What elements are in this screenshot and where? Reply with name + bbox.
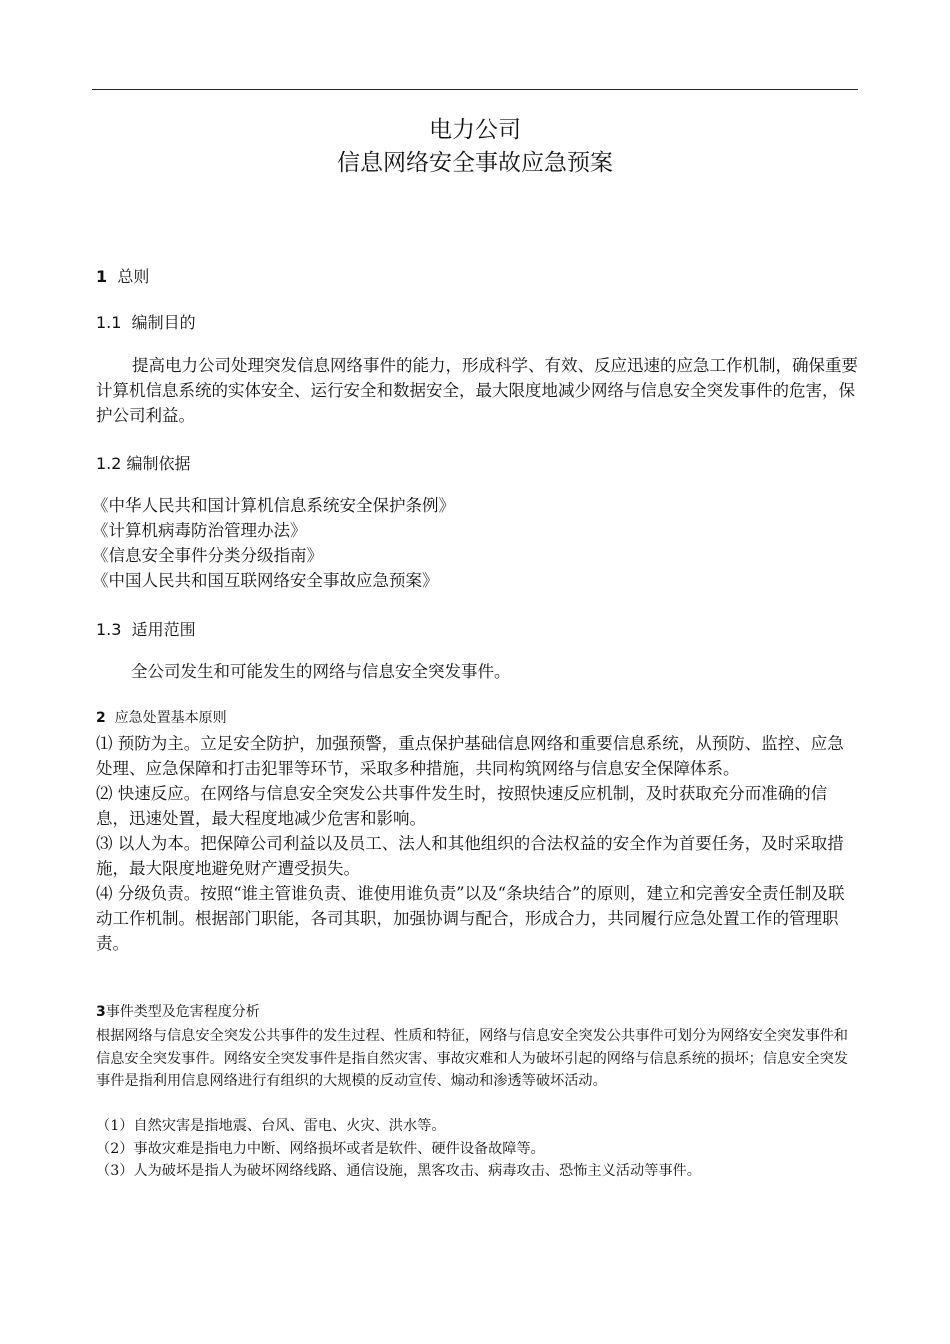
section-1-title: 总则	[117, 267, 150, 286]
event-type-item: （2）事故灾难是指电力中断、网络损坏或者是软件、硬件设备故障等。	[96, 1140, 545, 1157]
principle-item: ⑴ 预防为主。立足安全防护，加强预警，重点保护基础信息网络和重要信息系统，从预防、监控、应急处理、应急保障和打击犯罪等环节，采取多种措施，共同构筑网络与信息安全保障体系。	[96, 734, 844, 778]
reference-item: 《计算机病毒防治管理办法》	[92, 521, 307, 540]
section-3-number: 3	[96, 1004, 106, 1020]
reference-item: 《信息安全事件分类分级指南》	[92, 546, 323, 565]
section-1-heading	[96, 264, 149, 287]
event-type-list	[96, 1115, 858, 1183]
section-1-3-title: 适用范围	[131, 620, 196, 639]
section-1-3-heading	[96, 617, 196, 640]
section-2-title: 应急处置基本原则	[114, 710, 227, 726]
section-1-3-body: 全公司发生和可能发生的网络与信息安全突发事件。	[131, 662, 511, 681]
reference-list	[92, 493, 854, 593]
section-1-2-heading: 1.2 编制依据	[96, 454, 191, 473]
section-1-1-heading	[96, 310, 196, 333]
principle-item: ⑷ 分级负责。按照“谁主管谁负责、谁使用谁负责”以及“条块结合”的原则，建立和完善安全责任制及联动工作机制。根据部门职能，各司其职，加强协调与配合，形成合力，共同履行应急处置工作的管理职责。	[96, 884, 845, 953]
header-rule	[92, 89, 858, 90]
reference-item: 《中华人民共和国计算机信息系统安全保护条例》	[92, 496, 455, 515]
section-1-number: 1	[96, 267, 108, 286]
section-2-heading	[96, 707, 227, 727]
event-type-item: （1）自然灾害是指地震、台风、雷电、火灾、洪水等。	[96, 1118, 446, 1134]
page-title-line-1: 电力公司	[429, 117, 521, 143]
section-3-title: 事件类型及危害程度分析	[105, 1004, 260, 1020]
section-2-number: 2	[96, 710, 106, 726]
page-title-line-2: 信息网络安全事故应急预案	[337, 150, 613, 176]
principles-list	[96, 731, 858, 956]
reference-item: 《中国人民共和国互联网络安全事故应急预案》	[92, 571, 439, 590]
section-1-3-number: 1.3	[96, 620, 122, 639]
section-1-1-number: 1.1	[96, 313, 122, 332]
section-1-1-title: 编制目的	[131, 313, 196, 332]
principle-item: ⑵ 快速反应。在网络与信息安全突发公共事件发生时，按照快速反应机制，及时获取充分而准确的信息，迅速处置，最大程度地减少危害和影响。	[96, 784, 828, 828]
event-type-item: （3）人为破坏是指人为破坏网络线路、通信设施，黑客攻击、病毒攻击、恐怖主义活动等事件。	[96, 1163, 701, 1179]
principle-item: ⑶ 以人为本。把保障公司利益以及员工、法人和其他组织的合法权益的安全作为首要任务，及时采取措施，最大限度地避免财产遭受损失。	[96, 834, 844, 878]
section-1-1-body: 提高电力公司处理突发信息网络事件的能力，形成科学、有效、反应迅速的应急工作机制，确保重要计算机信息系统的实体安全、运行安全和数据安全，最大限度地减少网络与信息安全突发事件的危害，保护公司利益。	[96, 356, 858, 425]
section-3-heading	[96, 1001, 260, 1021]
section-3-body: 根据网络与信息安全突发公共事件的发生过程、性质和特征，网络与信息安全突发公共事件可划分为网络安全突发事件和信息安全突发事件。网络安全突发事件是指自然灾害、事故灾难和人为破坏引起的网络与信息系统的损坏；信息安全突发事件是指利用信息网络进行有组织的大规模的反动宣传、煽动和渗透等破坏活动。	[96, 1028, 848, 1089]
